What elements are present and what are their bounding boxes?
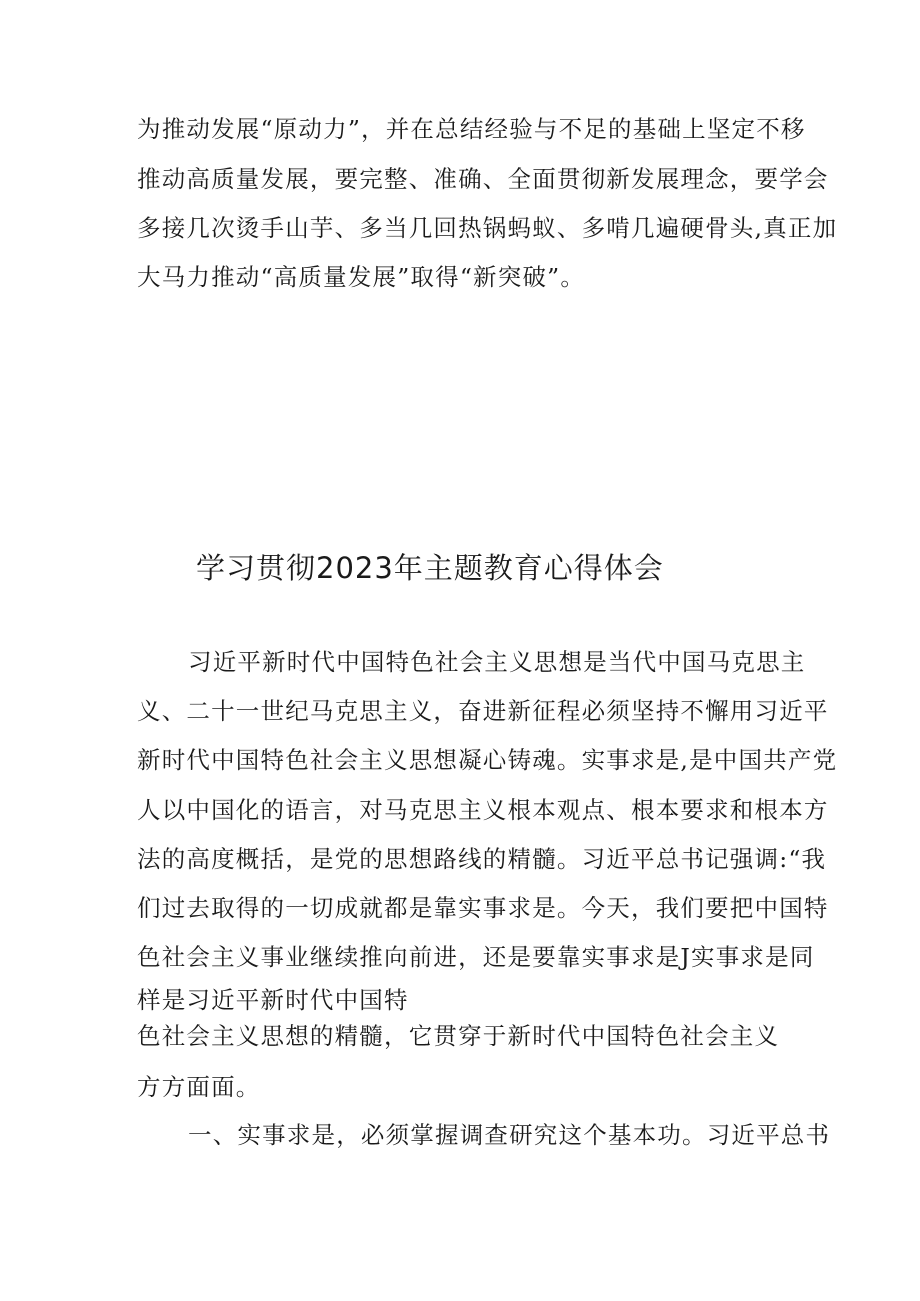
text-line: 样是习近平新时代中国特 [137, 986, 409, 1014]
text-line: 推动高质量发展，要完整、准确、全面贯彻新发展理念，要学会 [137, 165, 829, 193]
text-line: 习近平新时代中国特色社会主义思想是当代中国马克思主 [188, 648, 806, 676]
text-line: 多接几次烫手山芋、多当几回热锅蚂蚁、多啃几遍硬骨头,真正加 [137, 214, 838, 242]
text-line: 新时代中国特色社会主义思想凝心铸魂。实事求是,是中国共产党 [137, 746, 838, 774]
text-line: 人以中国化的语言，对马克思主义根本观点、根本要求和根本方 [137, 796, 829, 824]
text-line: 一、实事求是，必须掌握调查研究这个基本功。习近平总书 [188, 1121, 831, 1149]
text-line: 法的高度概括，是党的思想路线的精髓。习近平总书记强调:“我 [137, 845, 827, 873]
text-line: 色社会主义事业继续推向前进，还是要靠实事求是J实事求是同 [137, 943, 815, 971]
text-line: 大马力推动“高质量发展”取得“新突破”。 [137, 263, 586, 291]
article-title: 学习贯彻2023年主题教育心得体会 [196, 551, 664, 585]
text-line: 色社会主义思想的精髓，它贯穿于新时代中国特色社会主义 [137, 1022, 780, 1050]
text-line: 为推动发展“原动力”，并在总结经验与不足的基础上坚定不移 [137, 115, 806, 143]
text-line: 义、二十一世纪马克思主义，奋进新征程必须坚持不懈用习近平 [137, 697, 829, 725]
text-line: 方方面面。 [137, 1073, 261, 1101]
text-line: 们过去取得的一切成就都是靠实事求是。今天，我们要把中国特 [137, 894, 829, 922]
